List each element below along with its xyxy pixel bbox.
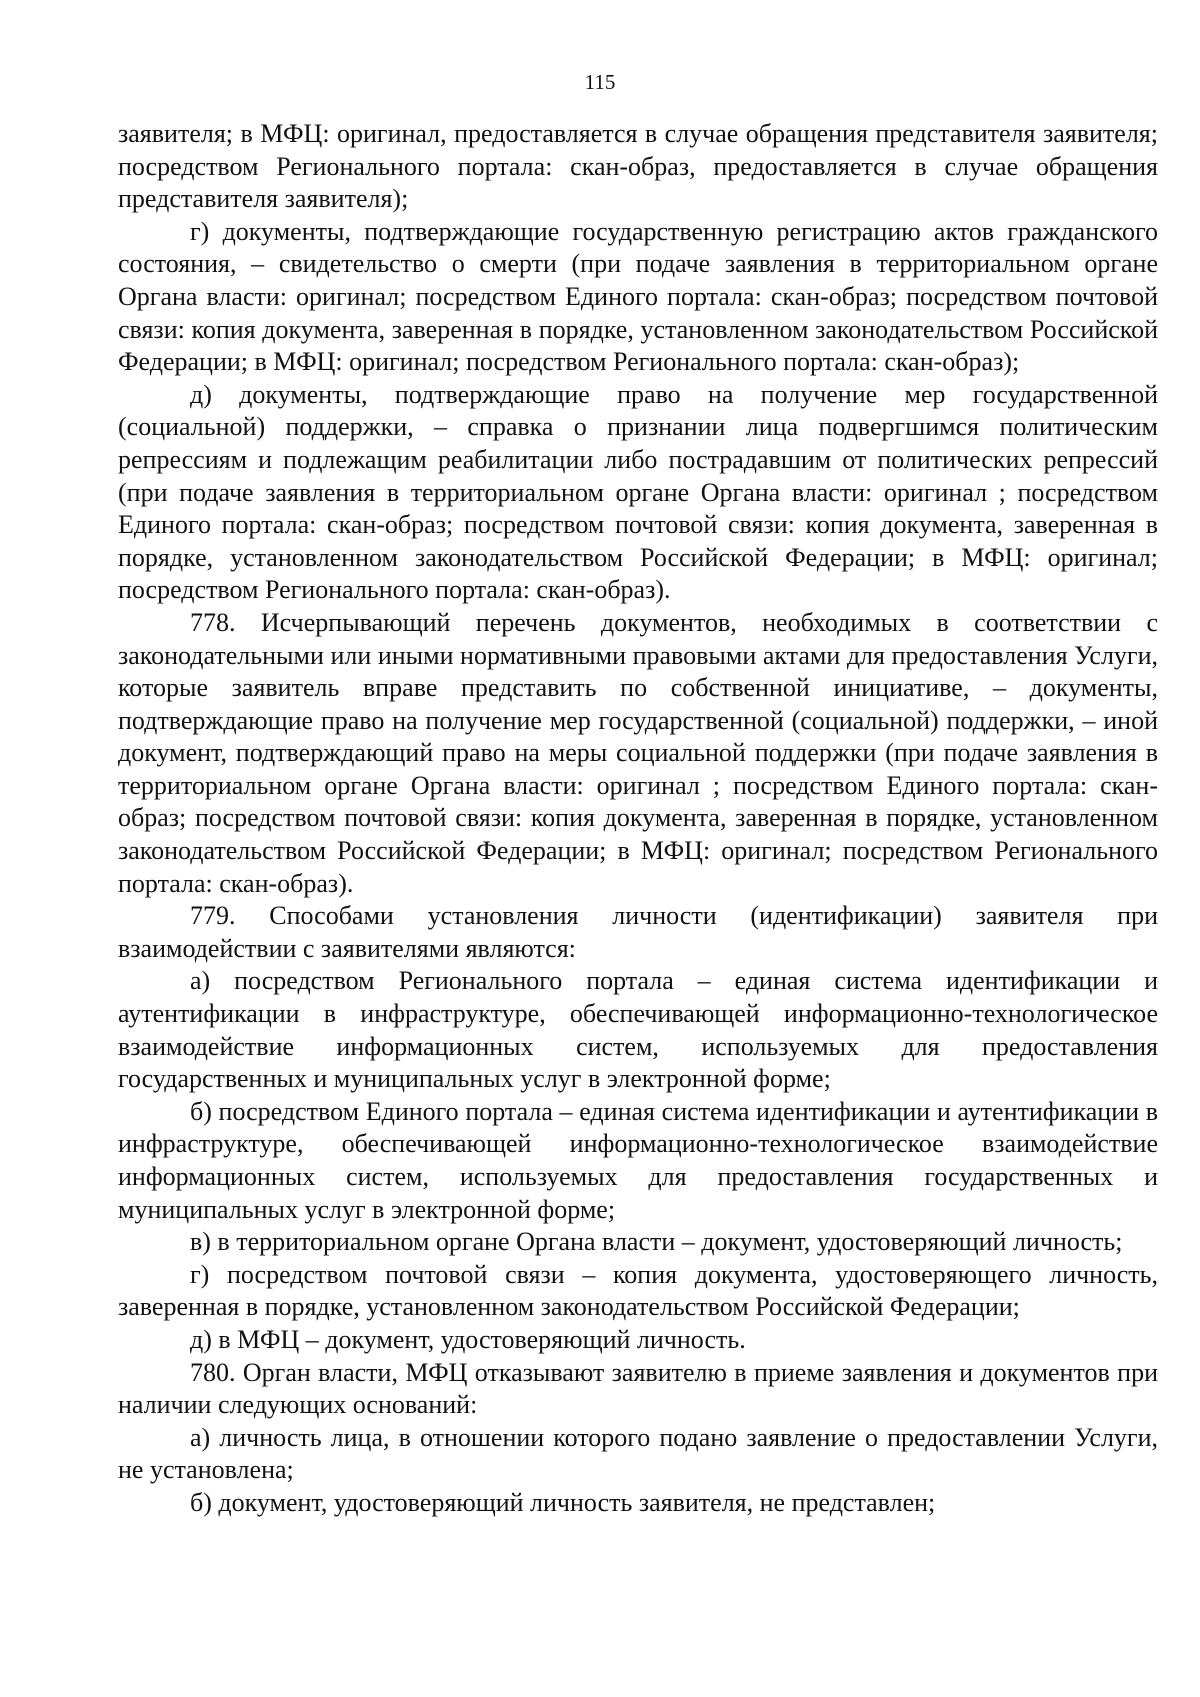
paragraph-778: 778. Исчерпывающий перечень документов, необходимых в соответствии с законодательными или иными нормативными правовыми актами для предоставления Услуги, которые заявитель вправе представить по собственной инициативе, – документы, подтверждающие право на получение мер государственной (социальной) поддержки, – иной документ, подтверждающий право на меры социальной поддержки (при подаче заявления в территориальном органе Органа власти: оригинал ; посредством Единого портала: скан-образ; посредством почтовой связи: копия документа, заверенная в порядке, установленном законодательством Российской Федерации; в МФЦ: оригинал; посредством Регионального портала: скан-образ). bbox=[118, 607, 1158, 898]
paragraph-continuation: заявителя; в МФЦ: оригинал, предоставляется в случае обращения представителя заявителя; посредством Регионального портала: скан-образ, предоставляется в случае обращения представителя заявителя); bbox=[118, 119, 1158, 214]
paragraph-779-b: б) посредством Единого портала – единая система идентификации и аутентификации в инфраструктуре, обеспечивающей информационно-технологическое взаимодействие информационных систем, используемых для предоставления государственных и муниципальных услуг в электронной форме; bbox=[118, 1096, 1158, 1224]
paragraph-779-d: д) в МФЦ – документ, удостоверяющий личность. bbox=[190, 1324, 746, 1354]
document-body bbox=[118, 118, 1158, 1520]
paragraph-779-g: г) посредством почтовой связи – копия документа, удостоверяющего личность, заверенная в порядке, установленном законодательством Российской Федерации; bbox=[118, 1259, 1158, 1322]
paragraph-780: 780. Орган власти, МФЦ отказывают заявителю в приеме заявления и документов при наличии следующих оснований: bbox=[118, 1357, 1158, 1420]
paragraph-779-a: а) посредством Регионального портала – единая система идентификации и аутентификации в инфраструктуре, обеспечивающей информационно-технологическое взаимодействие информационных систем, используемых для предоставления государственных и муниципальных услуг в электронной форме; bbox=[118, 966, 1158, 1094]
paragraph-779-v: в) в территориальном органе Органа власти – документ, удостоверяющий личность; bbox=[190, 1227, 1123, 1257]
paragraph-780-a: а) личность лица, в отношении которого подано заявление о предоставлении Услуги, не установлена; bbox=[118, 1422, 1158, 1485]
paragraph-item-g-civil-registration: г) документы, подтверждающие государственную регистрацию актов гражданского состояния, – свидетельство о смерти (при подаче заявления в территориальном органе Органа власти: оригинал; посредством Единого портала: скан-образ; посредством почтовой связи: копия документа, заверенная в порядке, установленном законодательством Российской Федерации; в МФЦ: оригинал; посредством Регионального портала: скан-образ); bbox=[118, 216, 1158, 377]
paragraph-780-b: б) документ, удостоверяющий личность заявителя, не представлен; bbox=[190, 1487, 936, 1517]
paragraph-779: 779. Способами установления личности (идентификации) заявителя при взаимодействии с заявителями являются: bbox=[118, 901, 1158, 963]
paragraph-item-d-social-support: д) документы, подтверждающие право на получение мер государственной (социальной) поддержки, – справка о признании лица подвергшимся политическим репрессиям и подлежащим реабилитации либо пострадавшим от политических репрессий (при подаче заявления в территориальном органе Органа власти: оригинал ; посредством Единого портала: скан-образ; посредством почтовой связи: копия документа, заверенная в порядке, установленном законодательством Российской Федерации; в МФЦ: оригинал; посредством Регионального портала: скан-образ). bbox=[118, 379, 1158, 605]
page-number: 115 bbox=[584, 70, 616, 94]
